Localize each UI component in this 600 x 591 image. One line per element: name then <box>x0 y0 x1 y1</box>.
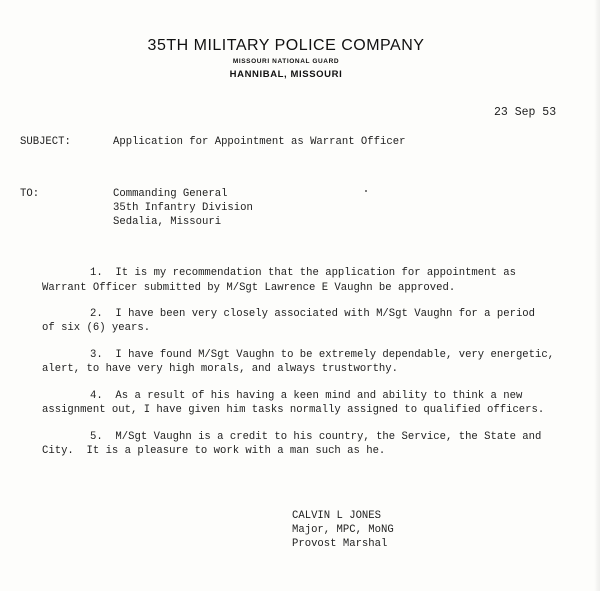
paragraph-1-line-1: 1. It is my recommendation that the application for appointment as <box>90 267 516 279</box>
paragraph-5-line-2: City. It is a pleasure to work with a man such as he. <box>42 445 386 457</box>
paragraph-2-line-1: 2. I have been very closely associated with M/Sgt Vaughn for a period <box>90 308 536 320</box>
subject-label: SUBJECT: <box>20 136 71 148</box>
address-line: Sedalia, Missouri <box>113 216 222 228</box>
paragraph-5-line-1: 5. M/Sgt Vaughn is a credit to his country, the Service, the State and <box>90 431 542 443</box>
letterhead <box>0 36 600 81</box>
paragraph-1-line-2: Warrant Officer submitted by M/Sgt Lawrence E Vaughn be approved. <box>42 282 456 294</box>
paragraph-3-line-2: alert, to have very high morals, and always trustworthy. <box>42 363 399 375</box>
paragraph-4-line-2: assignment out, I have given him tasks normally assigned to qualified officers. <box>42 404 545 416</box>
signer-rank: Major, MPC, MoNG <box>292 524 394 536</box>
address-line: Commanding General <box>113 188 228 200</box>
paragraph-2-line-2: of six (6) years. <box>42 322 151 334</box>
paragraph-3-line-1: 3. I have found M/Sgt Vaughn to be extremely dependable, very energetic, <box>90 349 555 361</box>
letter-date: 23 Sep 53 <box>494 106 557 119</box>
letterhead-company: 35TH MILITARY POLICE COMPANY <box>147 37 425 54</box>
letterhead-city: HANNIBAL, MISSOURI <box>229 69 343 80</box>
paper-edge-shadow <box>594 0 600 591</box>
letterhead-guard: MISSOURI NATIONAL GUARD <box>232 58 340 65</box>
address-line: 35th Infantry Division <box>113 202 253 214</box>
subject-value: Application for Appointment as Warrant Officer <box>113 136 406 148</box>
paper-speck <box>365 190 367 192</box>
to-label: TO: <box>20 188 40 200</box>
signer-title: Provost Marshal <box>292 538 388 550</box>
signer-name: CALVIN L JONES <box>292 510 382 522</box>
paragraph-4-line-1: 4. As a result of his having a keen mind and ability to think a new <box>90 390 523 402</box>
